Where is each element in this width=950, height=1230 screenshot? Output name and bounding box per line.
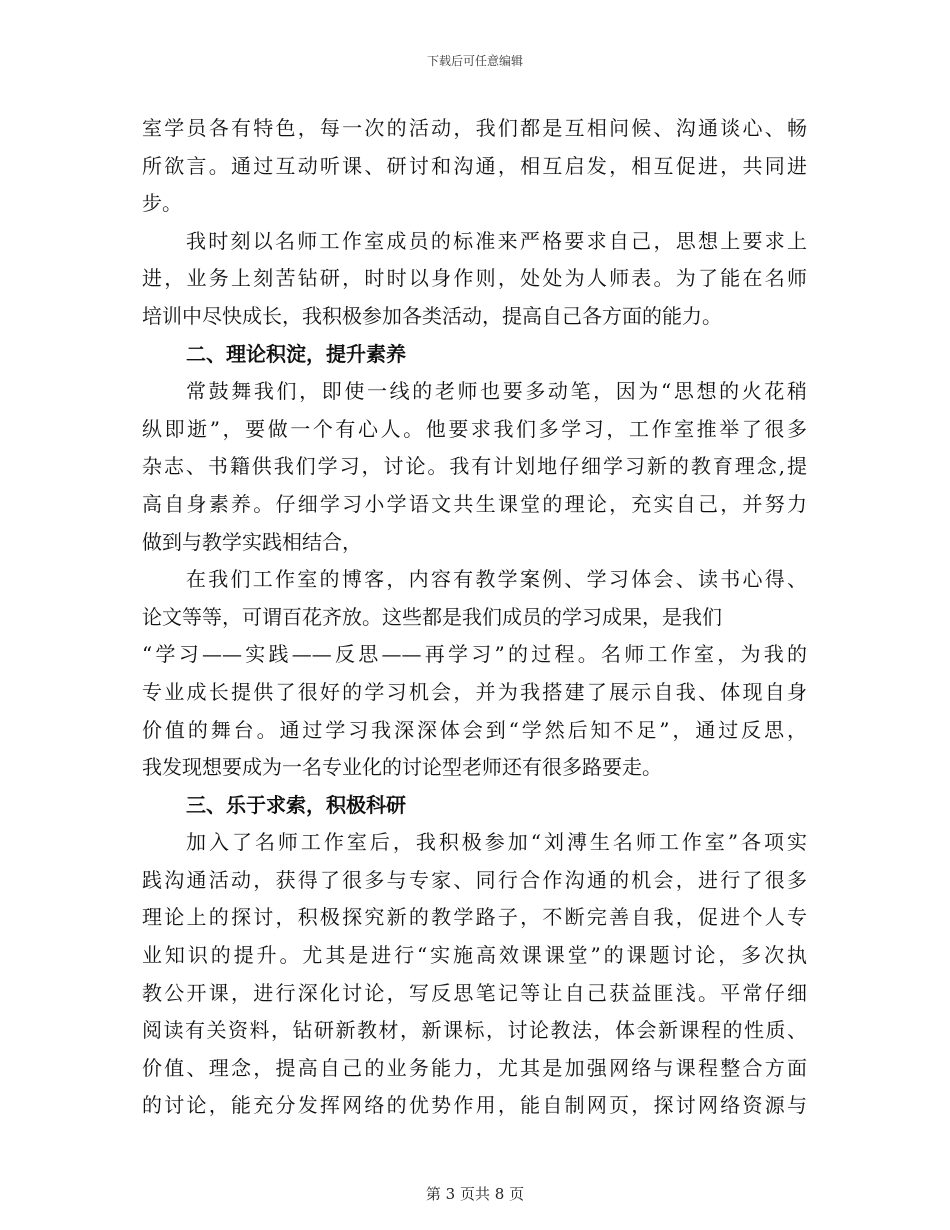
text-line: 论文等等，可谓百花齐放。这些都是我们成员的学习成果，是我们 [142, 604, 722, 629]
page-footer: 第 3 页共 8 页 [425, 1185, 525, 1203]
text-line: 步。 [142, 191, 182, 216]
text-line: 杂志、书籍供我们学习，讨论。我有计划地仔细学习新的教育理念,提 [142, 454, 807, 479]
text-line: 纵即逝”，要做一个有心人。他要求我们多学习，工作室推举了很多 [142, 416, 807, 441]
text-line: 教公开课，进行深化讨论，写反思笔记等让自己获益匪浅。平常仔细 [142, 980, 807, 1005]
text-line: 专业成长提供了很好的学习机会，并为我搭建了展示自我、体现自身 [142, 679, 807, 704]
text-line: 所欲言。通过互动听课、研讨和沟通，相互启发，相互促进，共同进 [142, 153, 807, 178]
text-line: “学习——实践——反思——再学习”的过程。名师工作室，为我的 [142, 642, 807, 667]
text-line: 培训中尽快成长，我积极参加各类活动，提高自己各方面的能力。 [142, 303, 722, 328]
section-heading: 二、理论积淀，提升素养 [186, 341, 406, 366]
text-line: 理论上的探讨，积极探究新的教学路子，不断完善自我，促进个人专 [142, 905, 807, 930]
text-line: 阅读有关资料，钻研新教材，新课标，讨论教法，体会新课程的性质、 [142, 1018, 807, 1043]
text-line: 室学员各有特色，每一次的活动，我们都是互相问候、沟通谈心、畅 [142, 116, 807, 140]
document-body [142, 110, 807, 1125]
text-line: 我发现想要成为一名专业化的讨论型老师还有很多路要走。 [142, 755, 662, 780]
text-line: 加入了名师工作室后，我积极参加“刘溥生名师工作室”各项实 [186, 830, 807, 855]
page-header: 下载后可任意编辑 [426, 54, 523, 68]
text-line: 价值的舞台。通过学习我深深体会到“学然后知不足”，通过反思， [142, 717, 807, 742]
text-line: 我时刻以名师工作室成员的标准来严格要求自己，思想上要求上 [186, 228, 807, 253]
text-line: 业知识的提升。尤其是进行“实施高效课课堂”的课题讨论，多次执 [142, 943, 807, 968]
text-line: 进，业务上刻苦钻研，时时以身作则，处处为人师表。为了能在名师 [142, 266, 807, 291]
text-line: 在我们工作室的博客，内容有教学案例、学习体会、读书心得、 [186, 567, 807, 592]
text-line: 价值、理念，提高自己的业务能力，尤其是加强网络与课程整合方面 [142, 1055, 807, 1080]
text-line: 的讨论，能充分发挥网络的优势作用，能自制网页，探讨网络资源与 [142, 1093, 807, 1118]
text-line: 高自身素养。仔细学习小学语文共生课堂的理论，充实自己，并努力 [142, 491, 807, 516]
text-line: 做到与教学实践相结合， [142, 529, 362, 554]
section-heading: 三、乐于求索，积极科研 [186, 792, 406, 817]
text-line: 践沟通活动，获得了很多与专家、同行合作沟通的机会，进行了很多 [142, 867, 807, 892]
text-line: 常鼓舞我们，即使一线的老师也要多动笔，因为“思想的火花稍 [186, 379, 807, 404]
